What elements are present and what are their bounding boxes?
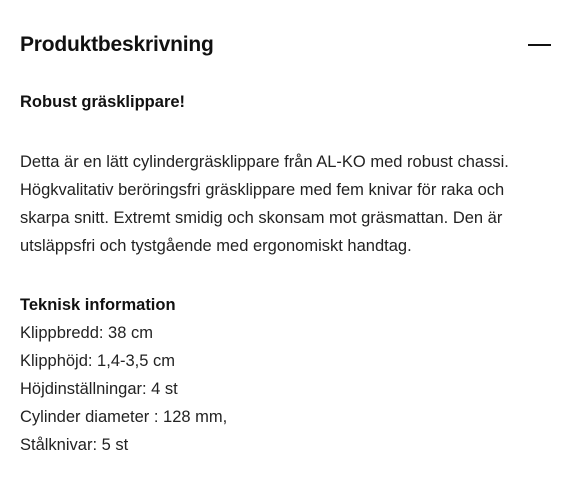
accordion-title: Produktbeskrivning xyxy=(20,33,214,56)
accordion-header[interactable] xyxy=(20,28,551,62)
spec-item: Stålknivar: 5 st xyxy=(20,436,129,454)
spec-item: Cylinder diameter : 128 mm, xyxy=(20,408,228,426)
spec-item: Höjdinställningar: 4 st xyxy=(20,380,178,398)
spec-item: Klippbredd: 38 cm xyxy=(20,324,153,342)
specs-list xyxy=(20,319,555,459)
accordion-content xyxy=(20,89,555,459)
description-body: Detta är en lätt cylindergräsklippare från AL-KO med robust chassi. Högkvalitativ beröringsfri gräsklippare med fem knivar för raka och skarpa snitt. Extremt smidig och skonsam mot gräsmattan. Den är utsläppsfri och tystgående med ergonomiskt handtag. xyxy=(20,153,509,255)
minus-icon-bar xyxy=(528,44,551,46)
specs-heading: Teknisk information xyxy=(20,296,176,314)
description-subtitle: Robust gräsklippare! xyxy=(20,93,186,111)
spec-item: Klipphöjd: 1,4-3,5 cm xyxy=(20,352,176,370)
minus-icon[interactable] xyxy=(527,33,551,57)
